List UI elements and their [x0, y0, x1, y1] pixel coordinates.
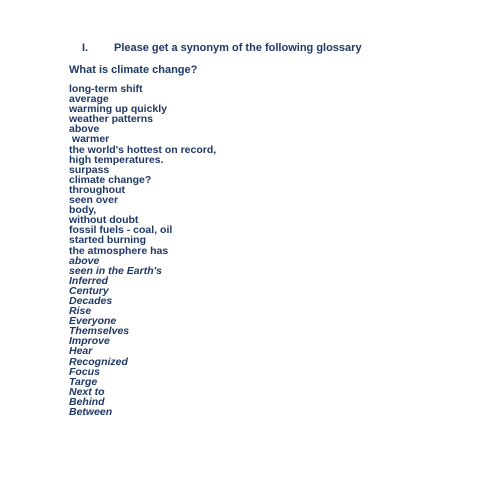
glossary-term: warming up quickly [69, 103, 168, 116]
glossary-term: Rise [69, 305, 92, 318]
glossary-term: the world's hottest on record, [69, 143, 217, 156]
section-title: Please get a synonym of the following glossary [114, 42, 362, 54]
glossary-term: fossil fuels - coal, oil [69, 224, 173, 237]
glossary-term: surpass [69, 163, 110, 176]
glossary-term: weather patterns [69, 113, 154, 126]
glossary-term: Everyone [69, 315, 117, 328]
glossary-term: seen in the Earth's [69, 264, 162, 277]
subheading: What is climate change? [69, 64, 198, 76]
glossary-term: above [69, 254, 100, 267]
glossary-term: without doubt [69, 214, 139, 227]
glossary-term: seen over [69, 194, 119, 207]
section-number: I. [82, 42, 89, 54]
glossary-term: the atmosphere has [69, 244, 169, 257]
glossary-term: Improve [69, 335, 110, 348]
glossary-term: above [69, 123, 100, 136]
glossary-term: climate change? [69, 173, 152, 186]
glossary-term: Decades [69, 294, 113, 307]
glossary-term: Themselves [69, 325, 130, 338]
glossary-term: average [69, 93, 109, 106]
glossary-term: Hear [69, 345, 93, 358]
glossary-term: throughout [69, 183, 125, 196]
glossary-term: body, [69, 204, 97, 217]
glossary-term: Targe [69, 375, 98, 388]
glossary-term: Focus [69, 365, 100, 378]
glossary-term: Inferred [69, 274, 109, 287]
glossary-term: warmer [69, 133, 110, 146]
glossary-term: Between [69, 406, 113, 418]
section-heading [82, 42, 362, 54]
glossary-term: Recognized [69, 355, 128, 368]
glossary-term: Century [69, 284, 109, 297]
glossary-term: started burning [69, 234, 147, 247]
glossary-term: high temperatures. [69, 153, 164, 166]
glossary-term: Behind [69, 395, 105, 408]
glossary-term: long-term shift [69, 83, 143, 95]
glossary-term: Next to [69, 385, 105, 398]
glossary-list [69, 84, 216, 417]
